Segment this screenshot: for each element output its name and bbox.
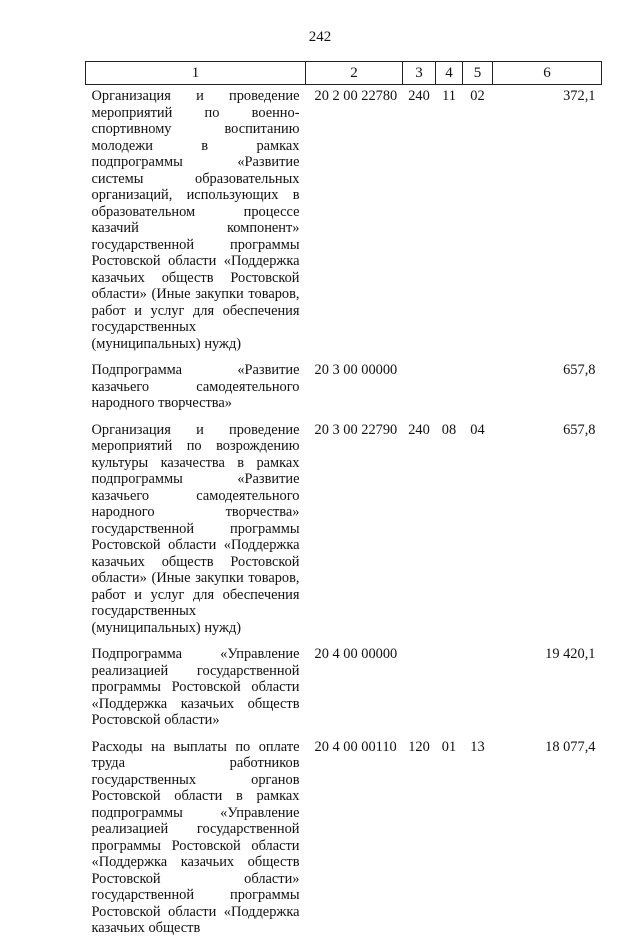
row-expense-type: 240 bbox=[408, 421, 430, 438]
row-amount: 18 077,4 bbox=[545, 738, 596, 755]
row-section bbox=[436, 357, 463, 417]
row-amount: 19 420,1 bbox=[545, 646, 596, 662]
row-subsection bbox=[463, 357, 493, 417]
table-header-row bbox=[86, 62, 602, 85]
row-amount: 657,8 bbox=[563, 362, 596, 378]
row-amount: 372,1 bbox=[563, 88, 596, 104]
header-col-6: 6 bbox=[493, 62, 602, 85]
row-subsection: 02 bbox=[470, 88, 485, 104]
budget-table bbox=[85, 61, 602, 942]
row-section bbox=[436, 641, 463, 734]
table-row bbox=[86, 85, 602, 358]
row-expense-type bbox=[403, 641, 436, 734]
row-target-code: 20 3 00 00000 bbox=[314, 362, 398, 378]
page-number: 242 bbox=[308, 29, 332, 45]
header-col-4: 4 bbox=[436, 62, 463, 85]
row-amount: 657,8 bbox=[563, 421, 596, 438]
row-section: 11 bbox=[442, 88, 456, 104]
row-name: Расходы на выплаты по оплате труда работников государственных органов Ростовской области в рамках подпрограммы «Управление реализацией государственной программы Ростовской области «Поддержка казачьих обществ Ростовской области» государственной программы Ростовской области «Поддержка казачьих обществ bbox=[91, 738, 300, 936]
row-target-code: 20 3 00 22790 bbox=[314, 421, 398, 438]
row-expense-type: 240 bbox=[408, 88, 430, 104]
row-subsection: 04 bbox=[470, 421, 485, 438]
header-col-5: 5 bbox=[463, 62, 493, 85]
row-subsection: 13 bbox=[470, 738, 485, 755]
row-expense-type bbox=[403, 357, 436, 417]
row-target-code: 20 4 00 00000 bbox=[314, 646, 398, 662]
row-name: Организация и проведение мероприятий по военно-спортивному воспитанию молодежи в рамках подпрограммы «Развитие системы образовательных организаций, использующих в образовательном процессе казачий компонент» государственной программы Ростовской области «Поддержка казачьих обществ Ростовской области» (Иные закупки товаров, работ и услуг для обеспечения государственных (муниципальных) нужд) bbox=[91, 88, 300, 352]
table-row bbox=[86, 641, 602, 734]
row-section: 01 bbox=[441, 738, 457, 755]
row-subsection bbox=[463, 641, 493, 734]
table-row bbox=[86, 417, 602, 642]
header-col-1: 1 bbox=[86, 62, 306, 85]
table-row bbox=[86, 734, 602, 942]
row-target-code: 20 2 00 22780 bbox=[314, 88, 398, 104]
row-expense-type: 120 bbox=[408, 738, 430, 755]
row-name: Организация и проведение мероприятий по возрождению культуры казачества в рамках подпрограммы «Развитие казачьего самодеятельного народного творчества» государственной программы Ростовской области «Поддержка казачьих обществ Ростовской области» (Иные закупки товаров, работ и услуг для обеспечения государственных (муниципальных) нужд) bbox=[91, 421, 300, 636]
row-section: 08 bbox=[441, 421, 457, 438]
header-col-2: 2 bbox=[306, 62, 403, 85]
header-col-3: 3 bbox=[403, 62, 436, 85]
row-target-code: 20 4 00 00110 bbox=[314, 738, 397, 755]
table-row bbox=[86, 357, 602, 417]
row-name: Подпрограмма «Развитие казачьего самодеятельного народного творчества» bbox=[91, 362, 300, 411]
row-name: Подпрограмма «Управление реализацией государственной программы Ростовской области «Поддержка казачьих обществ Ростовской области» bbox=[91, 646, 300, 728]
